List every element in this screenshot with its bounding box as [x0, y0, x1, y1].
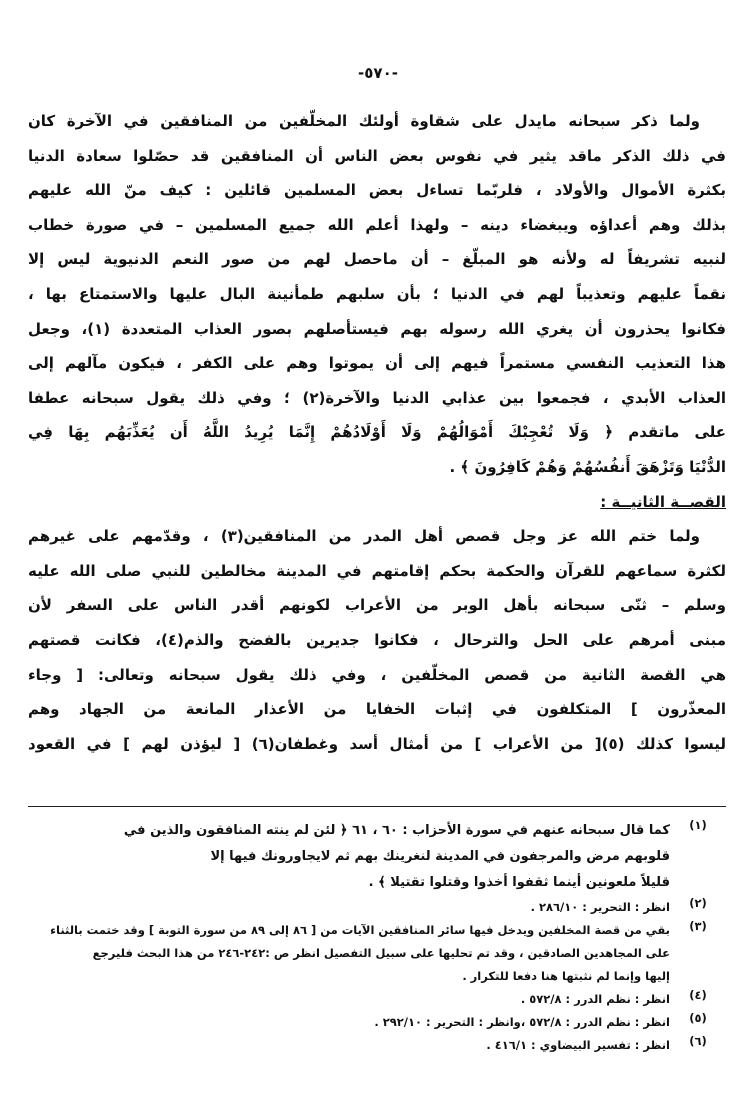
footnote-line: بقي من قصة المخلفين ويدخل فيها سائر المنافقين الآيات من [ ٨٦ إلى ٨٩ من سورة التوبة ] وقد ختمت بالثناء	[50, 923, 670, 937]
footnote	[28, 988, 726, 1011]
main-text	[28, 104, 726, 761]
text-line: وسلم – ثنّى سبحانه بأهل الوبر من الأعراب لكونهم أقدر الناس على السفر لأن	[28, 596, 726, 615]
text-line: هي القصة الثانية من قصص المخلّفين ، وفي ذلك يقول سبحانه وتعالى: [ وجاء	[28, 665, 726, 684]
footnotes	[28, 818, 726, 1057]
text-line: نقماً عليهم وتعذيباً لهم في الدنيا ؛ بأن سلبهم طمأنينة البال عليها والاستمتاع بها ،	[28, 284, 726, 303]
footnote	[28, 896, 726, 919]
text-line: المعذّرون ] المتكلفون في إثبات الخفايا من الأعذار المانعة من الجهاد وهم	[28, 700, 726, 719]
text-line: في ذلك الذكر ماقد يثير في نفوس بعض الناس أن المنافقين قد حصّلوا سعادة الدنيا	[28, 146, 726, 165]
text-line: بكثرة الأموال والأولاد ، فلربّما تساءل بعض المسلمين قائلين : كيف منّ الله عليهم	[28, 181, 726, 200]
text-line: بذلك وهم أعداؤه ويبغضاء دينه – ولهذا أعلم الله جميع المسلمين – في صورة خطاب	[28, 215, 726, 234]
text-line: العذاب الأبدي ، فجمعوا بين عذابي الدنيا والآخرة(٢) ؛ وفي ذلك يقول سبحانه عطفا	[28, 388, 726, 407]
footnote-line: انظر : نظم الدرر : ٥٧٢/٨ .	[520, 992, 670, 1006]
footnote	[28, 919, 726, 988]
footnote	[28, 1034, 726, 1057]
footnote-line: قليلاً ملعونين أينما ثقفوا أخذوا وقتلوا تقتيلا ﴾ .	[368, 875, 670, 890]
text-line: ليسوا كذلك (٥)[ من الأعراب ] من أمثال أسد وغطفان(٦) [ ليؤذن لهم ] في القعود	[28, 734, 726, 753]
footnote-line: على المجاهدين الصادقين ، وقد تم تحليها على سبيل التفصيل انظر ص :٢٤٢-٢٤٦ من هذا البحث فليرجع	[92, 946, 670, 960]
quran-verse-line: على ماتقدم ﴿ وَلَا تُعْجِبْكَ أَمْوَالُهُمْ وَلَا أَوْلَادُهُمْ إِنَّمَا يُرِيدُ اللَّهُ أَن يُعَذِّبَهُم بِهَا فِي	[28, 423, 726, 442]
text-line: مبنى أمرهم على الحل والترحال ، فكانوا جديرين بالفضح والذم(٤)، فكانت قصتهم	[28, 630, 726, 649]
text-line: ولما ذكر سبحانه مايدل على شقاوة أولئك المخلّفين من المنافقين في الآخرة كان	[28, 112, 700, 130]
text-line: ولما ختم الله عز وجل قصص أهل المدر من المنافقين(٣) ، وقدّمهم على غيرهم	[28, 527, 700, 546]
footnote-line: انظر : نظم الدرر : ٥٧٢/٨ ،وانظر : التحرير : ٢٩٢/١٠ .	[374, 1015, 670, 1029]
footnote-line: إليها وإنما لم نثبتها هنا دفعا للتكرار .	[462, 969, 670, 983]
quran-verse-line: الدُّنْيَا وَتَزْهَقَ أَنفُسُهُمْ وَهُمْ كَافِرُونَ ﴾ .	[449, 457, 726, 476]
footnote-line: انظر : التحرير : ٢٨٦/١٠ .	[530, 900, 670, 914]
footnote-number: (٤)	[689, 988, 707, 1002]
footnote-number: (٥)	[689, 1011, 707, 1025]
section-heading: القصــة الثانيــة :	[600, 492, 726, 511]
text-line: هذا التعذيب النفسي مستمراً فيهم إلى أن يموتوا وهم على الكفر ، فيكون مآلهم إلى	[28, 354, 726, 373]
footnote	[28, 1011, 726, 1034]
footnote-line: انظر : تفسير البيضاوي : ٤١٦/١ .	[486, 1038, 670, 1052]
text-line: لنبيه تشريفاً له ولأنه هو المبلّغ – أن ماحصل لهم من صور النعم الدنيوية ليس إلا	[28, 250, 726, 269]
footnote-number: (٢)	[689, 896, 707, 910]
page-number: -٥٧٠-	[358, 64, 398, 82]
footnote-line: كما قال سبحانه عنهم في سورة الأحزاب : ٦٠ ، ٦١ ﴿ لئن لم ينته المنافقون والذين في	[123, 823, 670, 838]
footnote-number: (١)	[689, 818, 707, 832]
footnote-number: (٣)	[689, 919, 707, 933]
footnote-line: قلوبهم مرض والمرجفون في المدينة لنغرينك بهم ثم لايجاورونك فيها إلا	[210, 849, 670, 864]
footnote-divider	[28, 806, 726, 807]
footnote	[28, 818, 726, 896]
footnote-number: (٦)	[689, 1034, 707, 1048]
text-line: لكثرة سماعهم للقرآن والحكمة بحكم إقامتهم في المدينة مخالطين للنبي صلى الله عليه	[28, 561, 726, 580]
text-line: فكانوا يحذرون أن يغري الله رسوله بهم فيستأصلهم بصور العذاب المتعددة (١)، وجعل	[28, 319, 726, 338]
